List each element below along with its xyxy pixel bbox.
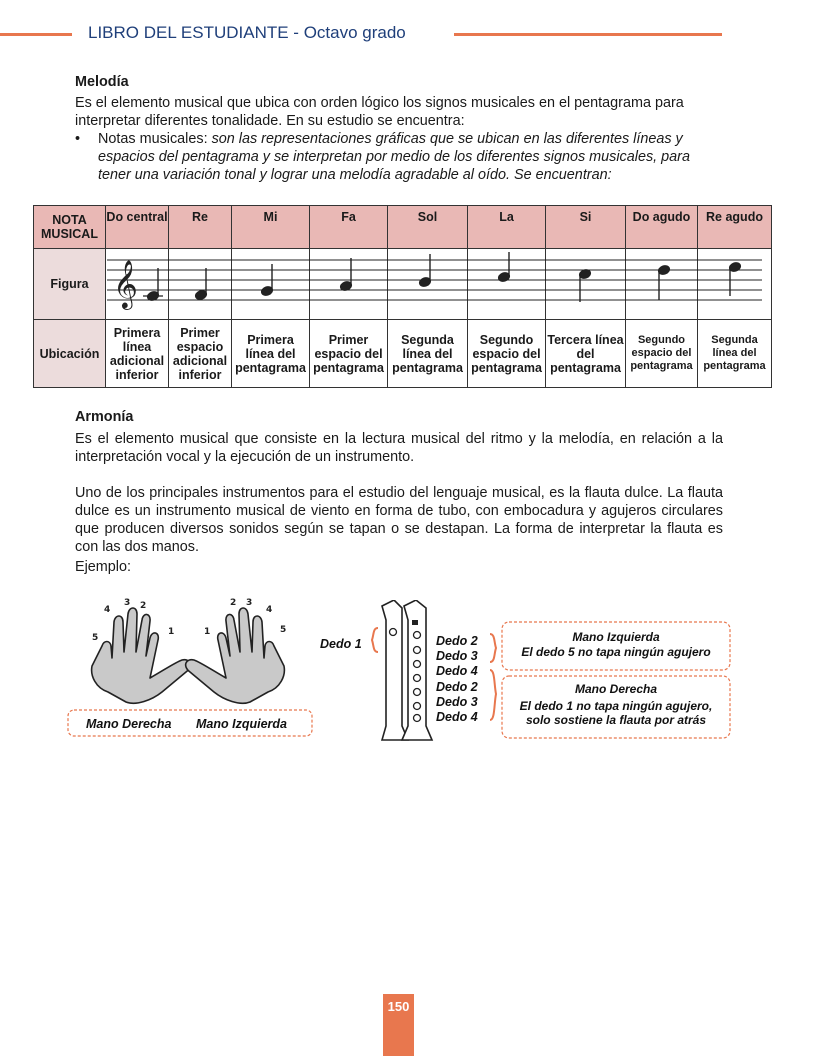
finger-label: Dedo 4 bbox=[436, 710, 478, 724]
page-number: 150 bbox=[387, 999, 410, 1014]
right-hand-icon bbox=[92, 608, 191, 703]
box-der-text-1: El dedo 1 no tapa ningún agujero, bbox=[519, 699, 713, 713]
table-location-row bbox=[34, 320, 772, 388]
melodia-heading: Melodía bbox=[75, 74, 129, 90]
finger-label: Dedo 3 bbox=[436, 649, 478, 663]
cell-location: Segundo espacio del pentagrama bbox=[468, 320, 546, 388]
flute-back-icon bbox=[382, 600, 408, 740]
ejemplo-label: Ejemplo: bbox=[75, 559, 131, 575]
finger-label: Dedo 4 bbox=[436, 664, 478, 678]
svg-text:5: 5 bbox=[280, 625, 287, 635]
box-der-text-2: solo sostiene la flauta por atrás bbox=[525, 713, 707, 727]
armonia-body: Es el elemento musical que consiste en la lectura musical del ritmo y la melodía, en relación a la interpretación vocal y la ejecución de un instrumento. bbox=[75, 431, 723, 465]
cell-location: Primera línea del pentagrama bbox=[232, 320, 310, 388]
svg-text:1: 1 bbox=[204, 627, 211, 637]
svg-text:2: 2 bbox=[140, 601, 147, 611]
bullet-dot: • bbox=[75, 131, 81, 147]
hand-right-label: Mano Derecha bbox=[86, 717, 172, 731]
svg-text:2: 2 bbox=[230, 598, 237, 608]
finger-label: Dedo 2 bbox=[436, 634, 478, 648]
cell-note: Fa bbox=[310, 206, 388, 249]
finger-label: Dedo 3 bbox=[436, 695, 478, 709]
armonia-heading: Armonía bbox=[75, 409, 134, 425]
svg-text:3: 3 bbox=[246, 598, 253, 608]
page-number-tab bbox=[383, 994, 414, 1056]
cell-figura: Figura bbox=[34, 249, 106, 320]
header-rule-left bbox=[0, 33, 72, 36]
melodia-body: Es el elemento musical que ubica con orden lógico los signos musicales en el pentagrama para interpretar diferentes tonalidade. En su estudio se encuentra: bbox=[75, 95, 684, 129]
cell-location: Primer espacio adicional inferior bbox=[169, 320, 232, 388]
cell-location: Primer espacio del pentagrama bbox=[310, 320, 388, 388]
box-izq-title: Mano Izquierda bbox=[572, 630, 660, 644]
cell-location: Segunda línea del pentagrama bbox=[698, 320, 772, 388]
bullet-text: son las representaciones gráficas que se ubican en las diferentes líneas y espacios del pentagrama y se interpretan por medio de los diferentes signos musicales, para tener una variación tonal y lograr una melodía agradable al oído. Se encuentran: bbox=[98, 131, 690, 183]
header-rule-right bbox=[454, 33, 722, 36]
box-der-title: Mano Derecha bbox=[574, 682, 658, 696]
hand-left-label: Mano Izquierda bbox=[196, 717, 287, 731]
cell-location: Segundo espacio del pentagrama bbox=[626, 320, 698, 388]
music-staff bbox=[107, 252, 767, 310]
cell-nota-musical: NOTA MUSICAL bbox=[34, 206, 106, 249]
cell-note: Si bbox=[546, 206, 626, 249]
bullet-label: Notas musicales: bbox=[98, 131, 212, 147]
cell-location: Segunda línea del pentagrama bbox=[388, 320, 468, 388]
svg-text:5: 5 bbox=[92, 633, 99, 643]
flute-figure bbox=[318, 600, 734, 746]
header-title: LIBRO DEL ESTUDIANTE - Octavo grado bbox=[88, 23, 406, 42]
cell-note: Sol bbox=[388, 206, 468, 249]
brace-izq bbox=[490, 634, 496, 662]
brace-der bbox=[490, 670, 496, 720]
hands-figure bbox=[66, 596, 318, 742]
dedo-1-label: Dedo 1 bbox=[320, 637, 362, 651]
box-izq-text: El dedo 5 no tapa ningún agujero bbox=[521, 645, 711, 659]
notas-bullet bbox=[75, 130, 723, 184]
finger-label: Dedo 2 bbox=[436, 680, 478, 694]
cell-ubicacion: Ubicación bbox=[34, 320, 106, 388]
brace-dedo-1 bbox=[372, 628, 378, 652]
cell-note: Re bbox=[169, 206, 232, 249]
cell-location: Tercera línea del pentagrama bbox=[546, 320, 626, 388]
treble-clef-icon: 𝄞 bbox=[113, 259, 138, 308]
cell-location: Primera línea adicional inferior bbox=[106, 320, 169, 388]
svg-text:4: 4 bbox=[104, 605, 111, 615]
cell-note: Do central bbox=[106, 206, 169, 249]
svg-text:4: 4 bbox=[266, 605, 273, 615]
svg-text:3: 3 bbox=[124, 598, 131, 608]
left-hand-icon bbox=[186, 608, 285, 703]
cell-note: Mi bbox=[232, 206, 310, 249]
cell-note: Do agudo bbox=[626, 206, 698, 249]
cell-note: Re agudo bbox=[698, 206, 772, 249]
svg-text:1: 1 bbox=[168, 627, 175, 637]
armonia-body-2: Uno de los principales instrumentos para el estudio del lenguaje musical, es la flauta dulce. La flauta dulce es un instrumento musical de viento en forma de tubo, con embocadura y agujeros circulares que producen diversos sonidos según se tapan o se destapan. La forma de interpretar la flauta es con las dos manos. bbox=[75, 485, 723, 555]
table-header-row bbox=[34, 206, 772, 249]
cell-note: La bbox=[468, 206, 546, 249]
